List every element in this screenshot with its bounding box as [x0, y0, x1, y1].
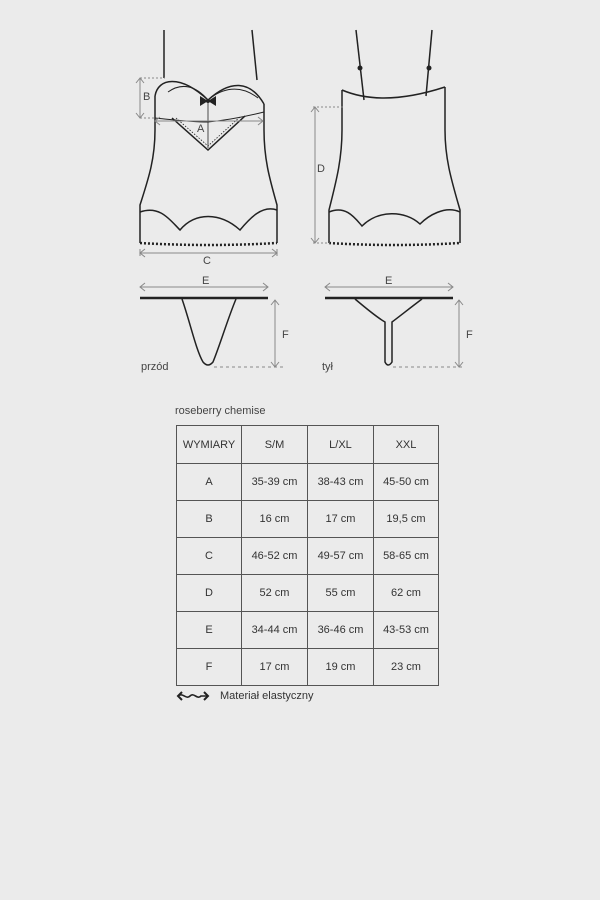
table-cell: 46-52 cm [242, 538, 308, 575]
dimension-f-back [393, 300, 463, 367]
table-cell: 36-46 cm [308, 612, 374, 649]
table-cell: 16 cm [242, 501, 308, 538]
dimension-d [311, 107, 345, 243]
table-cell: 45-50 cm [374, 464, 439, 501]
legend-text: Materiał elastyczny [220, 690, 314, 702]
garment-diagram [0, 0, 600, 400]
label-c: C [203, 255, 211, 267]
label-back: tył [322, 361, 333, 373]
label-e-front: E [202, 275, 210, 287]
label-a: A [197, 123, 205, 135]
table-cell: 19,5 cm [374, 501, 439, 538]
thong-front [140, 298, 268, 365]
table-cell: C [177, 538, 242, 575]
table-cell: 43-53 cm [374, 612, 439, 649]
thong-back [325, 298, 453, 365]
table-cell: 17 cm [308, 501, 374, 538]
dimension-b [136, 78, 165, 118]
table-cell: 55 cm [308, 575, 374, 612]
label-f-back: F [466, 329, 473, 341]
table-cell: A [177, 464, 242, 501]
table-cell: 35-39 cm [242, 464, 308, 501]
table-cell: B [177, 501, 242, 538]
legend [176, 690, 314, 702]
table-row [177, 612, 439, 649]
label-b: B [143, 91, 151, 103]
table-cell: 19 cm [308, 649, 374, 686]
table-cell: D [177, 575, 242, 612]
elastic-arrow-icon [176, 690, 210, 702]
label-f-front: F [282, 329, 289, 341]
label-d: D [317, 163, 325, 175]
strap-ring-icon [358, 66, 432, 71]
table-cell: F [177, 649, 242, 686]
table-row [177, 501, 439, 538]
table-row [177, 464, 439, 501]
dimension-f-front [214, 300, 283, 367]
table-cell: 52 cm [242, 575, 308, 612]
chemise-back [329, 30, 460, 245]
table-cell: 49-57 cm [308, 538, 374, 575]
header-cell: XXL [374, 426, 439, 464]
table-row [177, 538, 439, 575]
size-table [176, 425, 439, 686]
header-cell: WYMIARY [177, 426, 242, 464]
table-cell: E [177, 612, 242, 649]
table-header-row [177, 426, 439, 464]
header-cell: L/XL [308, 426, 374, 464]
label-front: przód [141, 361, 169, 373]
product-name: roseberry chemise [175, 405, 266, 417]
table-cell: 62 cm [374, 575, 439, 612]
table-cell: 23 cm [374, 649, 439, 686]
table-row [177, 575, 439, 612]
label-e-back: E [385, 275, 393, 287]
table-cell: 34-44 cm [242, 612, 308, 649]
chemise-front [140, 30, 277, 245]
header-cell: S/M [242, 426, 308, 464]
table-row [177, 649, 439, 686]
table-cell: 38-43 cm [308, 464, 374, 501]
table-cell: 17 cm [242, 649, 308, 686]
dimension-a [155, 117, 263, 125]
table-cell: 58-65 cm [374, 538, 439, 575]
